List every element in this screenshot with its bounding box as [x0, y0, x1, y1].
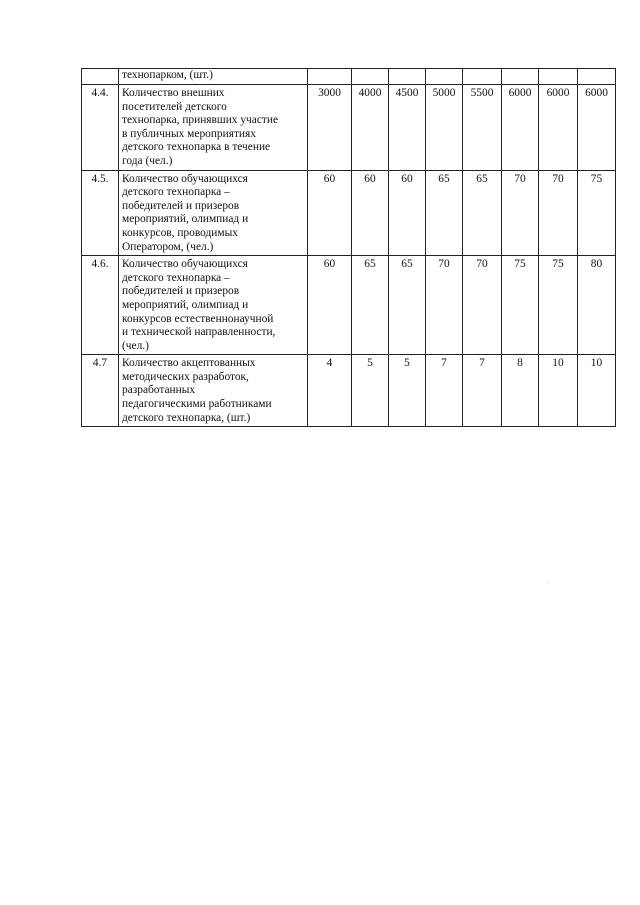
value-cell: 60 — [352, 170, 389, 256]
description-line: Количество обучающихся — [122, 172, 248, 185]
value-cell — [539, 69, 578, 85]
description-line: педагогическими работниками — [122, 398, 272, 411]
value-cell: 5500 — [463, 85, 502, 171]
row-number-cell: 4.5. — [82, 170, 119, 256]
value-cell: 5000 — [426, 85, 463, 171]
value-cell: 7 — [426, 355, 463, 427]
row-number-cell: 4.7 — [82, 355, 119, 427]
value-cell: 65 — [352, 256, 389, 355]
value-cell: 4500 — [389, 85, 426, 171]
row-number-cell: 4.6. — [82, 256, 119, 355]
value-cell — [426, 69, 463, 85]
description-line: детского технопарка – — [122, 186, 230, 199]
value-cell: 10 — [578, 355, 616, 427]
description-line: победителей и призеров — [122, 285, 240, 298]
value-cell: 70 — [539, 170, 578, 256]
value-cell: 60 — [389, 170, 426, 256]
value-cell: 75 — [539, 256, 578, 355]
value-cell: 6000 — [539, 85, 578, 171]
indicator-description-cell — [119, 355, 308, 427]
value-cell: 80 — [578, 256, 616, 355]
description-line: мероприятий, олимпиад и — [122, 213, 249, 226]
description-line: детского технопарка – — [122, 271, 230, 284]
description-line: разработанных — [122, 384, 196, 397]
table-body — [82, 69, 616, 427]
indicator-description-cell — [119, 170, 308, 256]
value-cell — [308, 69, 352, 85]
indicator-description-cell — [119, 85, 308, 171]
value-cell: 8 — [502, 355, 539, 427]
value-cell: 70 — [502, 170, 539, 256]
value-cell: 60 — [308, 170, 352, 256]
value-cell — [389, 69, 426, 85]
description-line: Количество внешних — [122, 87, 225, 99]
value-cell: 65 — [426, 170, 463, 256]
value-cell: 65 — [389, 256, 426, 355]
description-line: посетителей детского — [122, 100, 227, 113]
description-line: в публичных мероприятиях — [122, 127, 256, 140]
description-line: Количество обучающихся — [122, 258, 248, 271]
indicator-description-cell — [119, 69, 308, 85]
value-cell: 10 — [539, 355, 578, 427]
value-cell — [578, 69, 616, 85]
value-cell: 4000 — [352, 85, 389, 171]
indicator-description-cell — [119, 256, 308, 355]
table-row-continuation — [82, 69, 616, 85]
value-cell: 5 — [352, 355, 389, 427]
description-line: и технической направленности, — [122, 326, 276, 339]
value-cell — [502, 69, 539, 85]
description-line: технопарка, принявших участие — [122, 114, 279, 127]
indicators-table — [81, 68, 616, 427]
value-cell: 6000 — [502, 85, 539, 171]
value-cell: 6000 — [578, 85, 616, 171]
value-cell: 70 — [463, 256, 502, 355]
row-number-cell: 4.4. — [82, 85, 119, 171]
description-line: победителей и призеров — [122, 199, 240, 212]
value-cell: 70 — [426, 256, 463, 355]
description-line: Количество акцептованных — [122, 357, 256, 370]
value-cell: 75 — [578, 170, 616, 256]
table-row — [82, 170, 616, 256]
value-cell: 60 — [308, 256, 352, 355]
description-line: мероприятий, олимпиад и — [122, 298, 249, 311]
value-cell — [352, 69, 389, 85]
table-row — [82, 85, 616, 171]
description-line: технопарком, (шт.) — [122, 69, 213, 81]
value-cell — [463, 69, 502, 85]
table-row — [82, 355, 616, 427]
description-line: (чел.) — [122, 339, 149, 352]
row-number-cell — [82, 69, 119, 85]
value-cell: 75 — [502, 256, 539, 355]
description-line: конкурсов естественнонаучной — [122, 312, 274, 325]
value-cell: 7 — [463, 355, 502, 427]
value-cell: 5 — [389, 355, 426, 427]
description-line: детского технопарка в течение — [122, 141, 271, 154]
description-line: детского технопарка, (шт.) — [122, 411, 251, 424]
description-line: конкурсов, проводимых — [122, 226, 238, 239]
table-row — [82, 256, 616, 355]
description-line: Оператором, (чел.) — [122, 240, 214, 253]
scan-speck — [548, 582, 549, 583]
description-line: года (чел.) — [122, 154, 173, 167]
value-cell: 3000 — [308, 85, 352, 171]
description-line: методических разработок, — [122, 370, 249, 383]
value-cell: 65 — [463, 170, 502, 256]
value-cell: 4 — [308, 355, 352, 427]
